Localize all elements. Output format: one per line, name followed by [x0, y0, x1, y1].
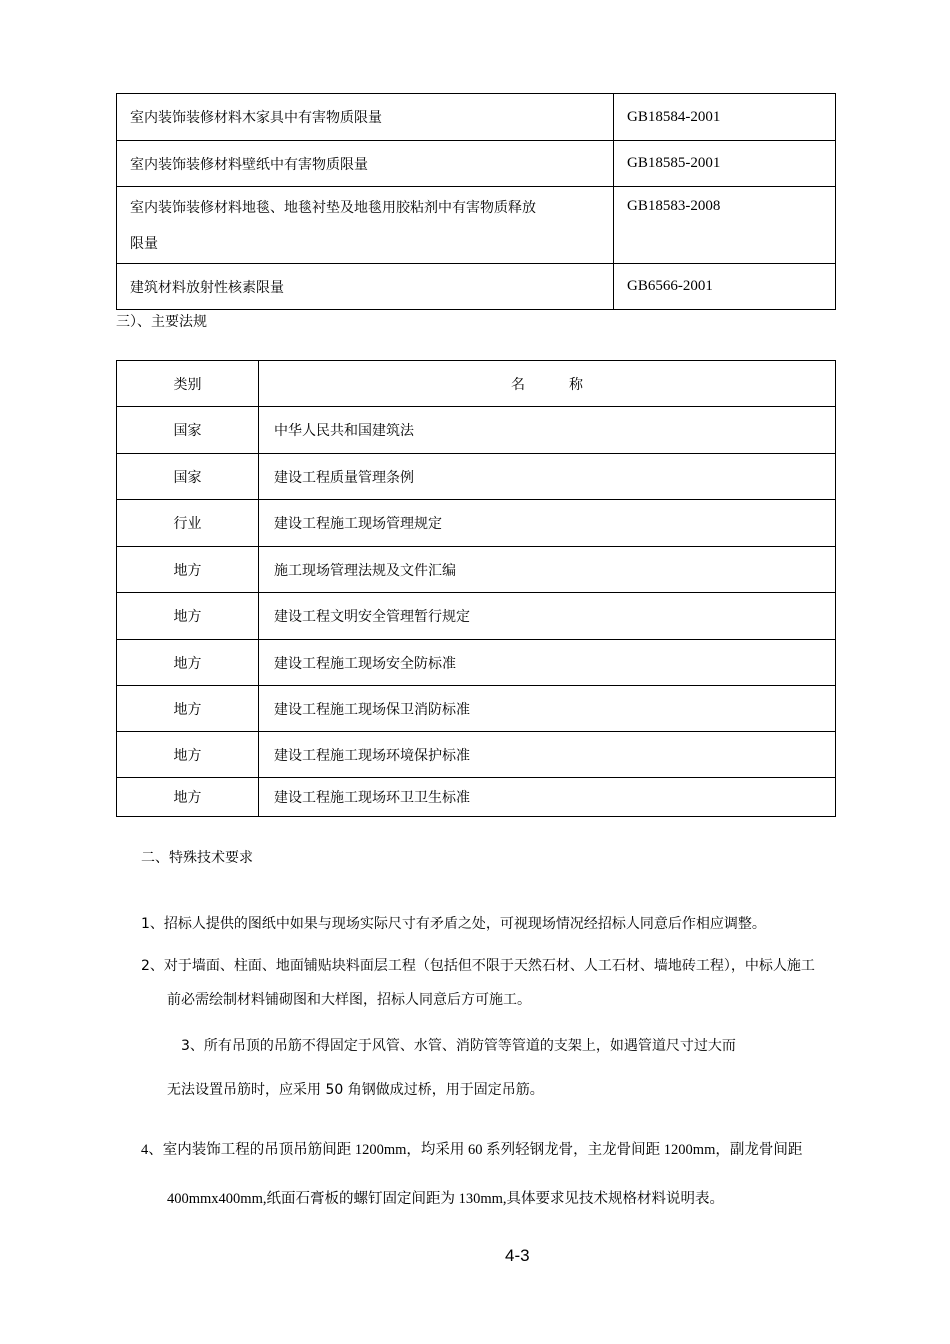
- regulation-name: 施工现场管理法规及文件汇编: [259, 547, 836, 593]
- table-row: [117, 141, 836, 187]
- header-name-part: 名: [511, 376, 525, 393]
- table-row: [117, 593, 836, 640]
- requirement-item-continuation: 无法设置吊筋时，应采用 50 角钢做成过桥，用于固定吊筋。: [167, 1082, 544, 1098]
- regulation-name: 建设工程施工现场管理规定: [259, 500, 836, 547]
- standard-code: GB18585-2001: [614, 141, 836, 187]
- regulation-category: 国家: [117, 407, 259, 454]
- regulation-name: 建设工程施工现场保卫消防标准: [259, 686, 836, 732]
- requirement-item: 2、对于墙面、柱面、地面铺贴块料面层工程（包括但不限于天然石材、人工石材、墙地砖工程），中标人施工: [141, 958, 815, 974]
- section-heading: 三）、主要法规: [116, 314, 207, 330]
- standard-name: [117, 187, 614, 264]
- standard-code: GB18583-2008: [614, 187, 836, 264]
- standard-name-line: 限量: [130, 236, 158, 252]
- regulation-category: 地方: [117, 778, 259, 817]
- requirement-item: 1、招标人提供的图纸中如果与现场实际尺寸有矛盾之处，可视现场情况经招标人同意后作相应调整。: [141, 916, 766, 932]
- requirement-item-continuation: 前必需绘制材料铺砌图和大样图，招标人同意后方可施工。: [167, 992, 531, 1008]
- table-row: [117, 407, 836, 454]
- regulation-name: 建设工程施工现场安全防标准: [259, 640, 836, 686]
- requirement-item-continuation: 400mmx400mm,纸面石膏板的螺钉固定间距为 130mm,具体要求见技术规格材料说明表。: [167, 1191, 725, 1207]
- table-row: [117, 500, 836, 547]
- header-category: 类别: [117, 361, 259, 407]
- regulation-name: 建设工程质量管理条例: [259, 454, 836, 500]
- standard-name: 建筑材料放射性核素限量: [117, 264, 614, 310]
- regulation-category: 地方: [117, 547, 259, 593]
- requirement-item: 4、室内装饰工程的吊顶吊筋间距 1200mm，均采用 60 系列轻钢龙骨，主龙骨间距 1200mm，副龙骨间距: [141, 1142, 803, 1158]
- section-heading: 二、特殊技术要求: [141, 850, 253, 866]
- header-name: [259, 361, 836, 407]
- regulation-name: 建设工程施工现场环卫卫生标准: [259, 778, 836, 817]
- regulation-category: 地方: [117, 686, 259, 732]
- table-row: [117, 264, 836, 310]
- table-row: [117, 94, 836, 141]
- regulation-name: 中华人民共和国建筑法: [259, 407, 836, 454]
- standards-table: [116, 93, 836, 310]
- table-row: [117, 547, 836, 593]
- standard-code: GB18584-2001: [614, 94, 836, 141]
- regulation-category: 行业: [117, 500, 259, 547]
- regulation-category: 地方: [117, 593, 259, 640]
- table-row: [117, 454, 836, 500]
- table-row: [117, 640, 836, 686]
- table-row: [117, 686, 836, 732]
- page-number: 4-3: [505, 1246, 530, 1265]
- regulation-category: 地方: [117, 732, 259, 778]
- standard-name-line: 室内装饰装修材料地毯、地毯衬垫及地毯用胶粘剂中有害物质释放: [130, 200, 536, 216]
- regulation-category: 地方: [117, 640, 259, 686]
- regulation-category: 国家: [117, 454, 259, 500]
- regulations-table: [116, 360, 836, 817]
- table-header-row: [117, 361, 836, 407]
- standard-code: GB6566-2001: [614, 264, 836, 310]
- table-row: [117, 778, 836, 817]
- requirement-item: 3、所有吊顶的吊筋不得固定于风管、水管、消防管等管道的支架上，如遇管道尺寸过大而: [181, 1038, 736, 1054]
- regulation-name: 建设工程文明安全管理暂行规定: [259, 593, 836, 640]
- standard-name: 室内装饰装修材料壁纸中有害物质限量: [117, 141, 614, 187]
- standard-name: 室内装饰装修材料木家具中有害物质限量: [117, 94, 614, 141]
- table-row: [117, 187, 836, 264]
- regulation-name: 建设工程施工现场环境保护标准: [259, 732, 836, 778]
- table-row: [117, 732, 836, 778]
- header-name-part: 称: [569, 376, 583, 393]
